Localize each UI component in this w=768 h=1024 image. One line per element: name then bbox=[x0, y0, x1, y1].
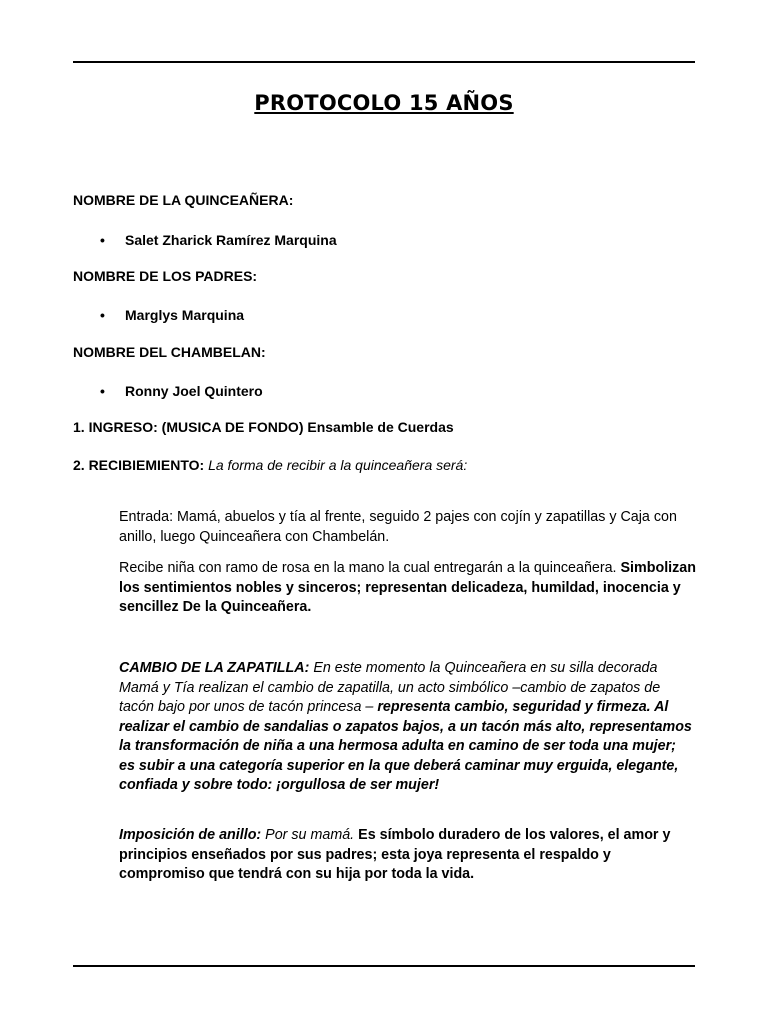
chambelan-name: Ronny Joel Quintero bbox=[125, 383, 263, 399]
bottom-rule bbox=[73, 965, 695, 967]
cambio-label: CAMBIO DE LA ZAPATILLA: bbox=[119, 660, 310, 676]
recibe-text: Recibe niña con ramo de rosa en la mano la cual entregarán a la quinceañera. bbox=[119, 560, 617, 576]
anillo-paragraph bbox=[119, 826, 679, 885]
cambio-paragraph bbox=[119, 659, 694, 796]
recibe-bold: Simbolizan los sentimientos nobles y sinceros; representan delicadeza, humildad, inocencia y sencillez De la Quinceañera. bbox=[119, 560, 696, 615]
ingreso-line: 1. INGRESO: (MUSICA DE FONDO) Ensamble de Cuerdas bbox=[73, 419, 454, 435]
quinceanera-name: Salet Zharick Ramírez Marquina bbox=[125, 232, 337, 248]
bullet-icon: • bbox=[100, 232, 105, 248]
page-title: PROTOCOLO 15 AÑOS bbox=[254, 91, 514, 115]
bullet-icon: • bbox=[100, 383, 105, 399]
chambelan-heading: NOMBRE DEL CHAMBELAN: bbox=[73, 344, 266, 360]
chambelan-item bbox=[100, 383, 263, 399]
anillo-bold: Es símbolo duradero de los valores, el amor y principios enseñados por sus padres; esta joya representa el respaldo y compromiso que tendrá con su hija por toda la vida. bbox=[119, 827, 671, 882]
recibimiento-label: 2. RECIBIEMIENTO: bbox=[73, 457, 205, 473]
quinceanera-heading: NOMBRE DE LA QUINCEAÑERA: bbox=[73, 192, 294, 208]
recibimiento-text: La forma de recibir a la quinceañera será: bbox=[208, 457, 468, 473]
cambio-bold: representa cambio, seguridad y firmeza. Al realizar el cambio de sandalias o zapatos bajos, a un tacón más alto, representamos la transformación de niña a una hermosa adulta en camino de ser toda una mujer; es subir a una categoría superior en la que deberá caminar muy erguida, elegante, confiada y sobre todo: ¡orgullosa de ser mujer! bbox=[119, 699, 692, 793]
top-rule bbox=[73, 61, 695, 63]
bullet-icon: • bbox=[100, 307, 105, 323]
padres-heading: NOMBRE DE LOS PADRES: bbox=[73, 268, 258, 284]
anillo-text: Por su mamá. bbox=[265, 827, 355, 843]
quinceanera-item bbox=[100, 232, 337, 248]
padres-item bbox=[100, 307, 244, 323]
cambio-text: En este momento la Quinceañera en su silla decorada Mamá y Tía realizan el cambio de zapatilla, un acto simbólico –cambio de zapatos de tacón bajo por unos de tacón princesa – bbox=[119, 660, 661, 715]
recibimiento-line bbox=[73, 457, 467, 473]
anillo-label: Imposición de anillo: bbox=[119, 827, 262, 843]
recibe-paragraph bbox=[119, 559, 699, 618]
padres-name: Marglys Marquina bbox=[125, 307, 245, 323]
entrada-paragraph: Entrada: Mamá, abuelos y tía al frente, seguido 2 pajes con cojín y zapatillas y Caja con anillo, luego Quinceañera con Chambelán. bbox=[119, 509, 677, 545]
